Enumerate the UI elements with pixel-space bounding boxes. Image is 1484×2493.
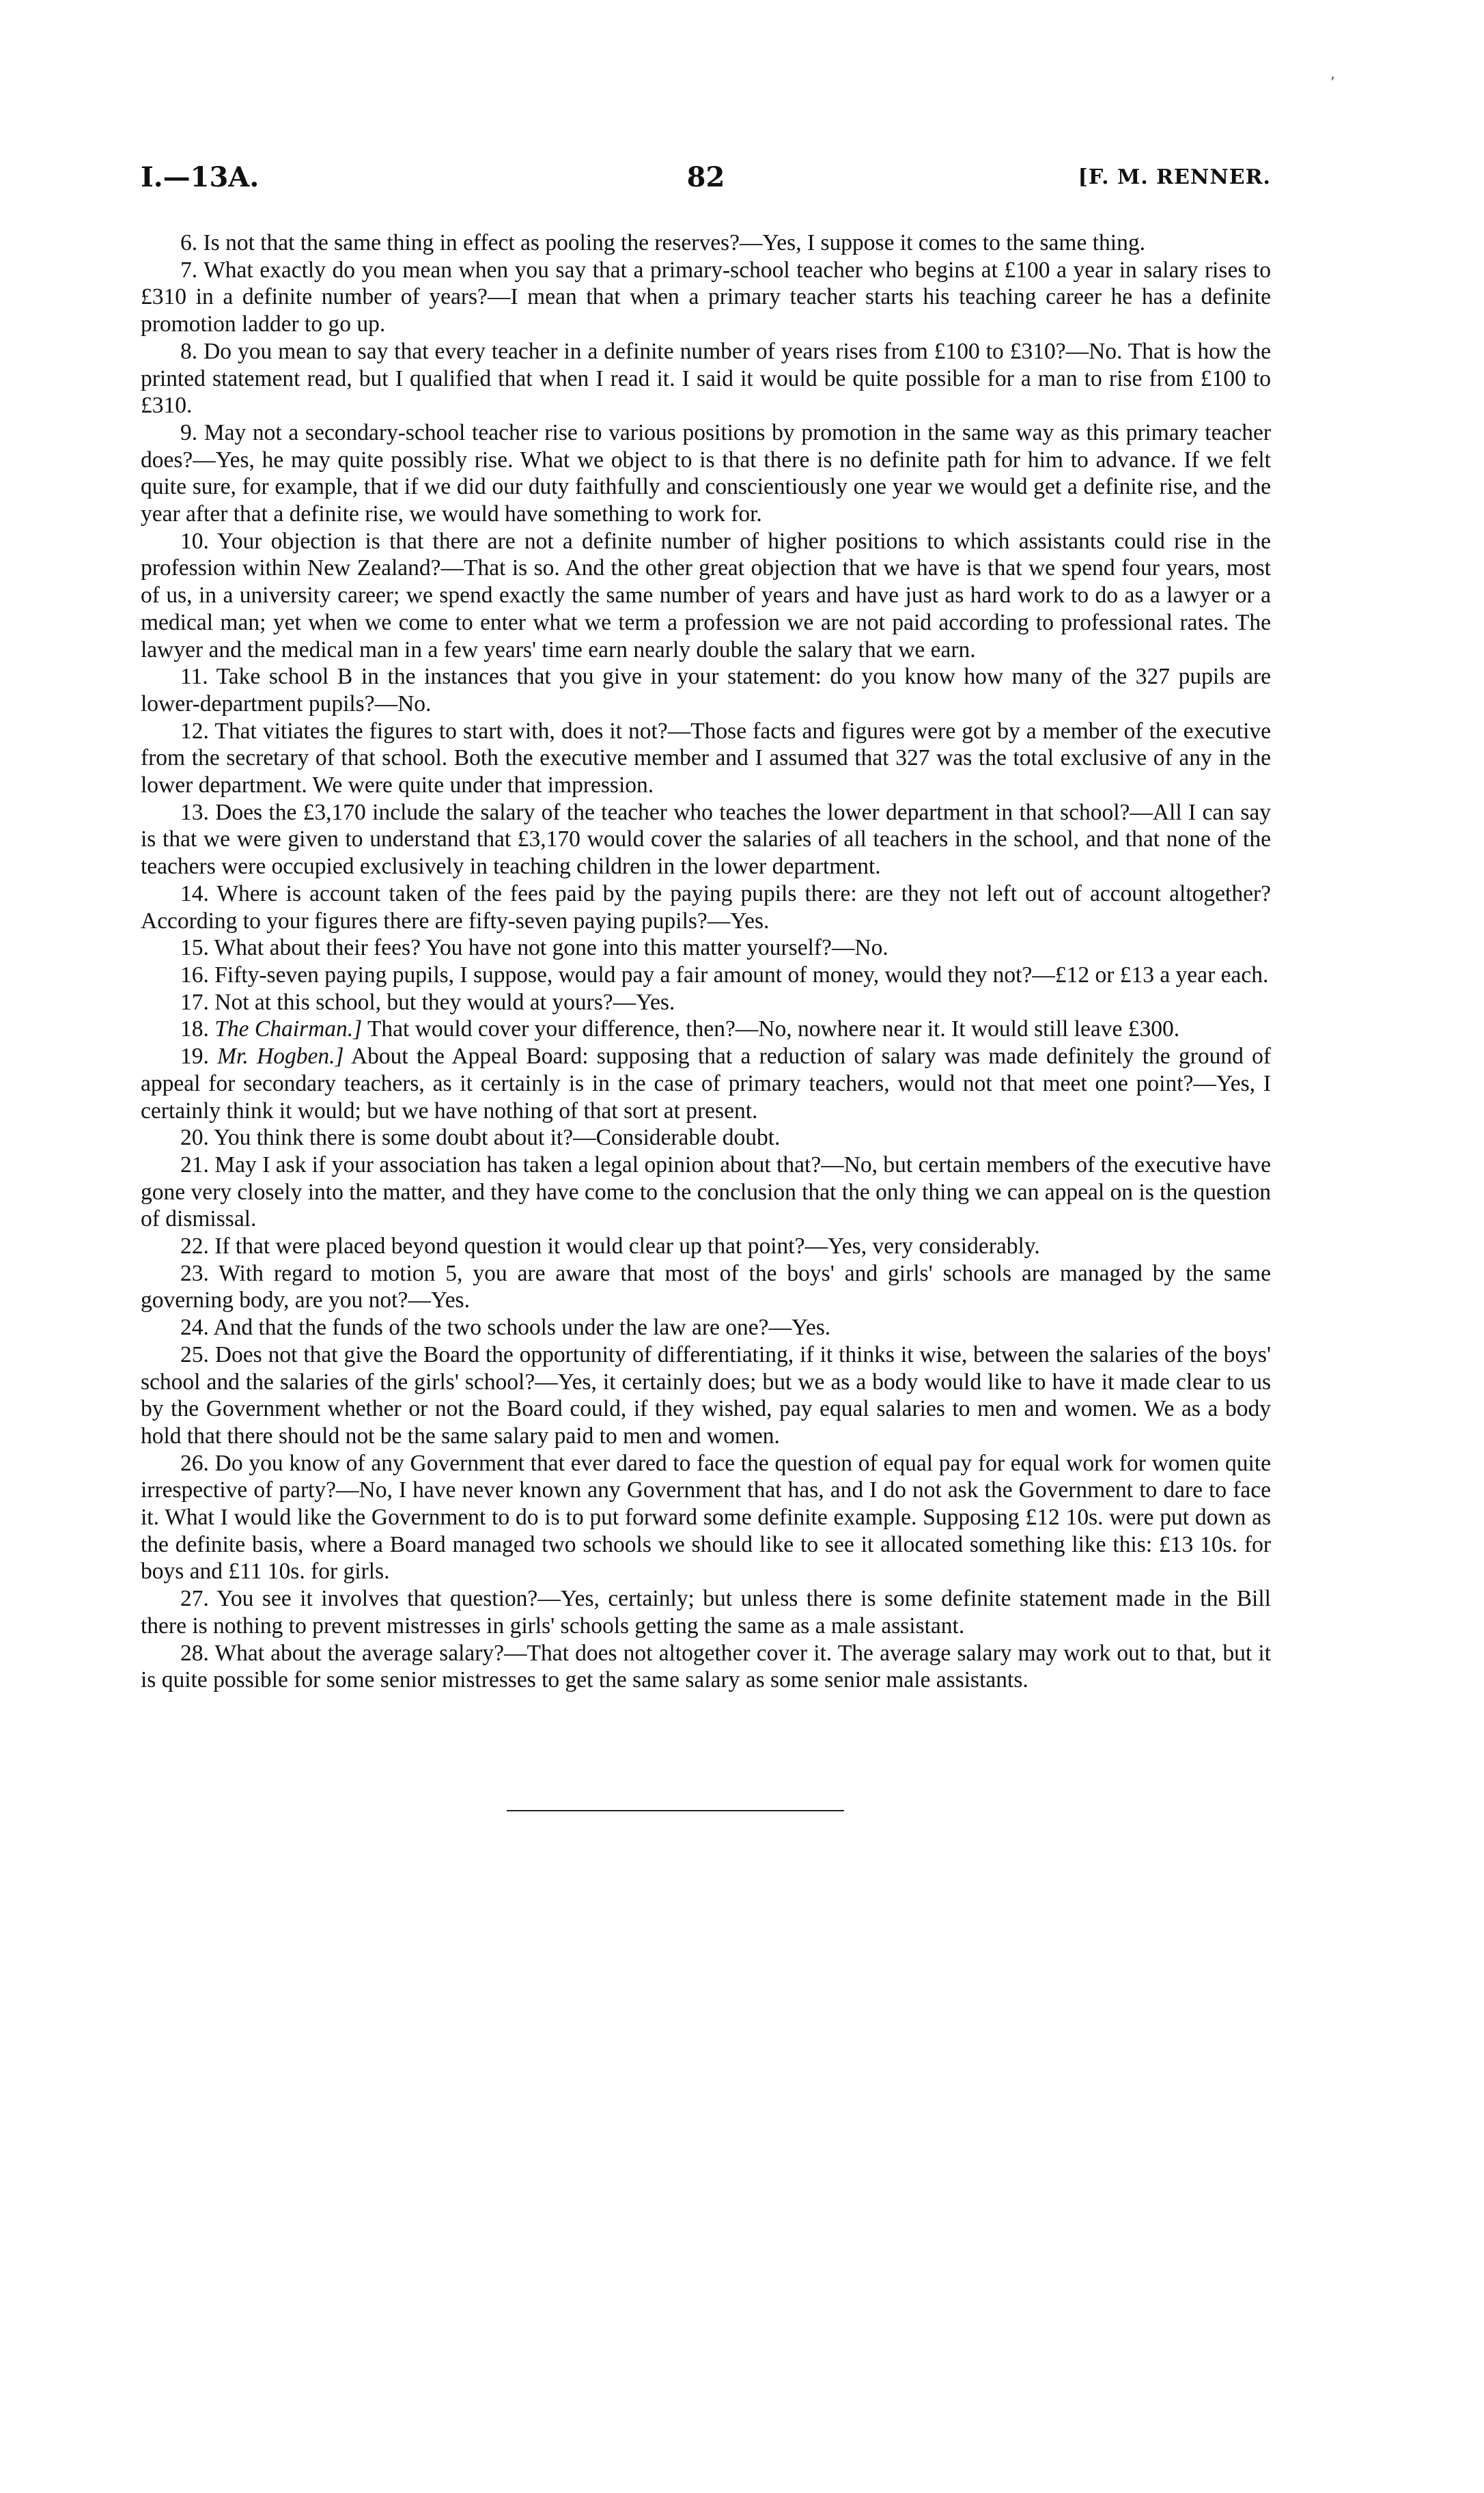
question-text: Not at this school, but they would at yours?—Yes. (214, 989, 675, 1015)
question-paragraph (141, 663, 1271, 717)
question-paragraph (141, 1341, 1271, 1450)
question-number: 21. (180, 1152, 209, 1178)
question-text: Your objection is that there are not a definite number of higher positions to which assistants could rise in the profession within New Zealand?—That is so. And the other great objection that we have is that we spend four years, most of us, in a university career; we spend exactly the same number of years and have just as hard work to do as a lawyer or a medical man; yet when we come to enter what we term a profession we are not paid according to professional rates. The lawyer and the medical man in a few years' time earn nearly double the salary that we earn. (141, 528, 1271, 663)
question-number: 26. (180, 1450, 209, 1476)
question-number: 15. (180, 935, 209, 961)
question-paragraph (141, 880, 1271, 934)
question-number: 10. (180, 528, 209, 554)
question-paragraph (141, 338, 1271, 419)
question-paragraph (141, 1016, 1271, 1043)
question-number: 20. (180, 1125, 209, 1151)
question-text: You think there is some doubt about it?—Considerable doubt. (214, 1125, 781, 1151)
question-paragraph (141, 1233, 1271, 1260)
scan-speck: , (1330, 66, 1335, 83)
question-text: May I ask if your association has taken a legal opinion about that?—No, but certain members of the executive have gone very closely into the matter, and they have come to the conclusion that the only thing we can appeal on is the question of dismissal. (141, 1152, 1272, 1232)
transcript-body (141, 229, 1271, 1694)
witness-name: [F. M. RENNER. (1078, 165, 1271, 189)
question-paragraph (141, 718, 1271, 799)
question-text: If that were placed beyond question it would clear up that point?—Yes, very considerably. (214, 1234, 1040, 1259)
question-paragraph (141, 989, 1271, 1016)
question-text: What about the average salary?—That does not altogether cover it. The average salary may work out to that, but it is quite possible for some senior mistresses to get the same salary as some senior male assistants. (141, 1640, 1271, 1693)
question-paragraph (141, 934, 1271, 962)
question-text: That would cover your difference, then?—No, nowhere near it. It would still leave £300. (367, 1016, 1180, 1042)
question-number: 6. (180, 230, 198, 255)
question-text: Where is account taken of the fees paid by the paying pupils there: are they not left out of account altogether? According to your figures there are fifty-seven paying pupils?—Yes. (141, 880, 1271, 934)
question-number: 7. (180, 257, 198, 283)
question-number: 25. (180, 1341, 209, 1367)
question-number: 8. (180, 338, 198, 364)
question-paragraph (141, 1585, 1271, 1639)
question-paragraph (141, 1260, 1271, 1314)
question-text: Do you mean to say that every teacher in a definite number of years rises from £100 to £310?—No. That is how the printed statement read, but I qualified that when I read it. I said it would be quite possible for a man to rise from £100 to £310. (141, 338, 1271, 419)
question-number: 18. (180, 1016, 209, 1042)
speaker-name: Mr. Hogben.] (217, 1044, 344, 1070)
question-number: 24. (180, 1315, 209, 1341)
speaker-name: The Chairman.] (214, 1016, 363, 1042)
question-paragraph (141, 257, 1271, 338)
question-paragraph (141, 962, 1271, 989)
question-number: 11. (180, 664, 208, 690)
question-paragraph (141, 1043, 1271, 1124)
question-text: What exactly do you mean when you say that a primary-school teacher who begins at £100 a year in salary rises to £310 in a definite number of years?—I mean that when a primary teacher starts his teaching career he has a definite promotion ladder to go up. (141, 257, 1271, 337)
page-number: 82 (686, 161, 725, 193)
question-text: Does not that give the Board the opportunity of differentiating, if it thinks it wise, between the salaries of the boys' school and the salaries of the girls' school?—Yes, it certainly does; but we as a body would like to have it made clear to us by the Government whether or not the Board could, if they wished, pay equal salaries to men and women. We as a body hold that there should not be the same salary paid to men and women. (141, 1341, 1272, 1449)
question-number: 23. (180, 1260, 209, 1286)
question-paragraph (141, 528, 1271, 664)
page-header (141, 161, 1271, 209)
question-number: 12. (180, 718, 209, 744)
question-paragraph (141, 1640, 1271, 1694)
question-number: 13. (180, 799, 209, 825)
question-paragraph (141, 1450, 1271, 1586)
question-text: What about their fees? You have not gone into this matter yourself?—No. (214, 935, 888, 961)
question-text: About the Appeal Board: supposing that a reduction of salary was made definitely the ground of appeal for secondary teachers, as it certainly is in the case of primary teachers, would not that meet one point?—Yes, I certainly think it would; but we have nothing of that sort at present. (141, 1044, 1272, 1124)
question-number: 16. (180, 962, 209, 988)
question-number: 9. (180, 419, 198, 445)
question-number: 17. (180, 989, 209, 1015)
question-text: With regard to motion 5, you are aware that most of the boys' and girls' schools are managed by the same governing body, are you not?—Yes. (141, 1260, 1271, 1313)
question-paragraph (141, 419, 1271, 528)
question-number: 28. (180, 1640, 209, 1666)
question-text: You see it involves that question?—Yes, certainly; but unless there is some definite statement made in the Bill there is nothing to prevent mistresses in girls' schools getting the same as a male assistant. (141, 1586, 1271, 1639)
question-text: Does the £3,170 include the salary of the teacher who teaches the lower department in that school?—All I can say is that we were given to understand that £3,170 would cover the salaries of all teachers in the school, and that none of the teachers were occupied exclusively in teaching children in the lower department. (141, 799, 1271, 880)
question-text: That vitiates the figures to start with, does it not?—Those facts and figures were got by a member of the executive from the secretary of that school. Both the executive member and I assumed that 327 was the total exclusive of any in the lower department. We were quite under that impression. (141, 718, 1271, 798)
question-paragraph (141, 1314, 1271, 1341)
question-paragraph (141, 799, 1271, 880)
question-number: 27. (180, 1586, 209, 1612)
question-text: Take school B in the instances that you give in your statement: do you know how many of the 327 pupils are lower-department pupils?—No. (141, 664, 1271, 716)
question-text: Fifty-seven paying pupils, I suppose, would pay a fair amount of money, would they not?—£12 or £13 a year each. (214, 962, 1269, 988)
question-text: And that the funds of the two schools under the law are one?—Yes. (213, 1315, 831, 1341)
question-paragraph (141, 1152, 1271, 1233)
question-text: Do you know of any Government that ever dared to face the question of equal pay for equal work for women quite irrespective of party?—No, I have never known any Government that has, and I do not ask the Government to dare to face it. What I would like the Government to do is to put forward some definite example. Supposing £12 10s. were put down as the definite basis, where a Board managed two schools we should like to see it allocated something like this: £13 10s. for boys and £11 10s. for girls. (141, 1450, 1272, 1585)
question-number: 22. (180, 1234, 209, 1259)
question-text: Is not that the same thing in effect as pooling the reserves?—Yes, I suppose it comes to the same thing. (203, 230, 1145, 255)
question-paragraph (141, 229, 1271, 257)
question-number: 14. (180, 880, 209, 906)
question-number: 19. (180, 1044, 209, 1070)
document-reference: I.—13A. (141, 161, 260, 193)
question-text: May not a secondary-school teacher rise to various positions by promotion in the same way as this primary teacher does?—Yes, he may quite possibly rise. What we object to is that there is no definite path for him to advance. If we felt quite sure, for example, that if we did our duty faithfully and conscientiously one year we would get a definite rise, and the year after that a definite rise, we would have something to work for. (141, 419, 1272, 527)
closing-rule (507, 1810, 844, 1811)
question-paragraph (141, 1124, 1271, 1152)
